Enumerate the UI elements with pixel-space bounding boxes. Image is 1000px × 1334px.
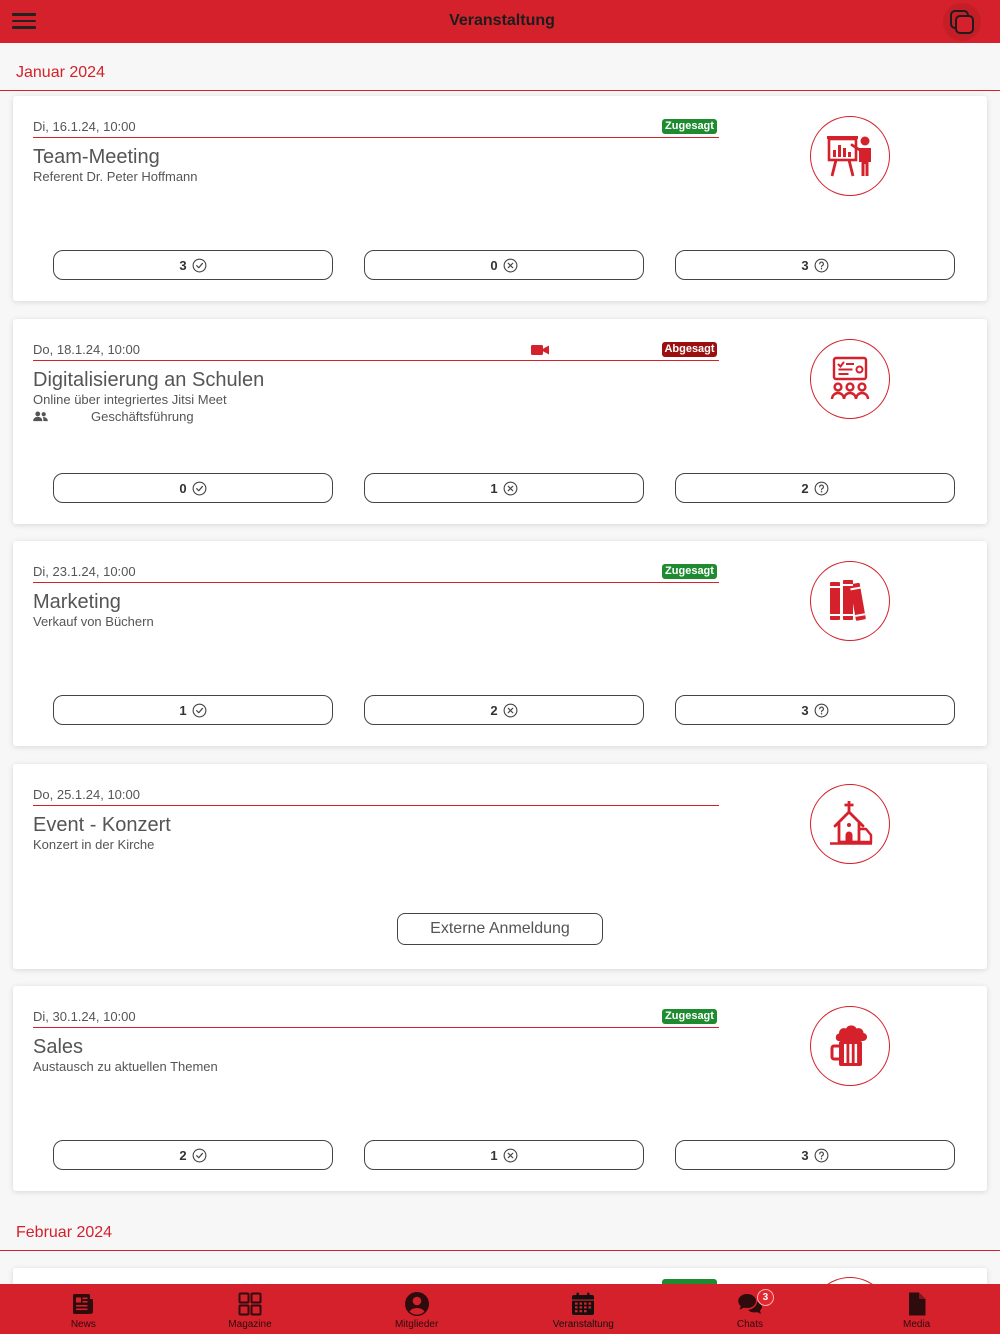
question-circle-icon	[814, 481, 829, 496]
nav-item-news[interactable]	[0, 1284, 167, 1334]
event-date: Di, 30.1.24, 10:00	[33, 1009, 136, 1024]
event-subtitle: Referent Dr. Peter Hoffmann	[33, 169, 198, 184]
nav-label: Media	[902, 1319, 931, 1330]
x-circle-icon	[503, 258, 518, 273]
group-icon	[33, 411, 48, 422]
event-subtitle: Online über integriertes Jitsi Meet	[33, 392, 227, 407]
event-category-badge	[810, 116, 890, 196]
event-date: Do, 25.1.24, 10:00	[33, 787, 140, 802]
status-badge: Zugesagt	[662, 1009, 717, 1024]
declined-count-button[interactable]	[364, 473, 644, 503]
undecided-count-button[interactable]	[675, 1140, 955, 1170]
external-registration-button[interactable]: Externe Anmeldung	[397, 913, 603, 945]
event-title: Team-Meeting	[33, 146, 160, 168]
nav-label: Magazine	[228, 1319, 272, 1330]
date-divider	[33, 1027, 719, 1028]
date-divider	[33, 805, 719, 806]
grid-icon	[237, 1291, 263, 1317]
accepted-count-button[interactable]	[53, 695, 333, 725]
x-circle-icon	[503, 481, 518, 496]
declined-count: 1	[490, 480, 498, 496]
nav-label: Chats	[736, 1319, 764, 1330]
document-icon	[904, 1291, 930, 1317]
status-badge: Zugesagt	[662, 564, 717, 579]
month-divider	[0, 90, 1000, 91]
undecided-count-button[interactable]	[675, 473, 955, 503]
accepted-count: 0	[179, 480, 187, 496]
video-camera-icon	[531, 344, 549, 356]
month-header: Januar 2024	[16, 64, 105, 81]
nav-label: Veranstaltung	[552, 1319, 614, 1330]
nav-label: Mitglieder	[394, 1319, 439, 1330]
classroom-icon	[825, 354, 875, 404]
presentation-icon	[825, 131, 875, 181]
nav-label: News	[70, 1319, 96, 1330]
page-title: Veranstaltung	[449, 12, 555, 29]
undecided-count: 3	[801, 702, 809, 718]
declined-count: 0	[490, 257, 498, 273]
date-divider	[33, 582, 719, 583]
nav-item-magazine[interactable]	[167, 1284, 334, 1334]
books-icon	[825, 576, 875, 626]
bottom-navigation	[0, 1284, 1000, 1334]
declined-count: 2	[490, 702, 498, 718]
event-category-badge	[810, 561, 890, 641]
undecided-count: 3	[801, 1147, 809, 1163]
event-title: Event - Konzert	[33, 814, 171, 836]
declined-count-button[interactable]	[364, 695, 644, 725]
event-card[interactable]	[13, 541, 987, 746]
event-title: Marketing	[33, 591, 121, 613]
check-circle-icon	[192, 1148, 207, 1163]
event-subtitle: Verkauf von Büchern	[33, 614, 154, 629]
event-date: Do, 18.1.24, 10:00	[33, 342, 140, 357]
status-badge: Abgesagt	[662, 342, 717, 357]
unread-chats-badge: 3	[757, 1289, 774, 1306]
question-circle-icon	[814, 1148, 829, 1163]
accepted-count: 3	[179, 257, 187, 273]
x-circle-icon	[503, 703, 518, 718]
check-circle-icon	[192, 481, 207, 496]
user-circle-icon	[404, 1291, 430, 1317]
declined-count-button[interactable]	[364, 250, 644, 280]
month-divider	[0, 1250, 1000, 1251]
nav-item-members[interactable]	[333, 1284, 500, 1334]
question-circle-icon	[814, 703, 829, 718]
undecided-count-button[interactable]	[675, 695, 955, 725]
undecided-count-button[interactable]	[675, 250, 955, 280]
church-icon	[825, 799, 875, 849]
question-circle-icon	[814, 258, 829, 273]
event-card[interactable]	[13, 319, 987, 524]
event-category-badge	[810, 784, 890, 864]
event-date: Di, 16.1.24, 10:00	[33, 119, 136, 134]
event-subtitle: Konzert in der Kirche	[33, 837, 155, 852]
check-circle-icon	[192, 258, 207, 273]
declined-count: 1	[490, 1147, 498, 1163]
event-card[interactable]	[13, 986, 987, 1191]
month-header: Februar 2024	[16, 1224, 113, 1241]
accepted-count-button[interactable]	[53, 250, 333, 280]
nav-item-chats[interactable]	[667, 1284, 834, 1334]
switch-windows-button[interactable]	[943, 3, 981, 41]
date-divider	[33, 137, 719, 138]
status-badge: Zugesagt	[662, 119, 717, 134]
undecided-count: 3	[801, 257, 809, 273]
check-circle-icon	[192, 703, 207, 718]
newspaper-icon	[70, 1291, 96, 1317]
x-circle-icon	[503, 1148, 518, 1163]
event-title: Sales	[33, 1036, 84, 1058]
event-date: Di, 23.1.24, 10:00	[33, 564, 136, 579]
nav-item-events[interactable]	[500, 1284, 667, 1334]
nav-item-media[interactable]	[833, 1284, 1000, 1334]
top-app-bar	[0, 0, 1000, 43]
accepted-count-button[interactable]	[53, 1140, 333, 1170]
audience-row	[33, 409, 333, 425]
audience-label: Geschäftsführung	[91, 409, 194, 424]
switch-windows-icon	[949, 9, 975, 35]
accepted-count: 2	[179, 1147, 187, 1163]
event-subtitle: Austausch zu aktuellen Themen	[33, 1059, 218, 1074]
undecided-count: 2	[801, 480, 809, 496]
event-title: Digitalisierung an Schulen	[33, 369, 265, 391]
event-category-badge	[810, 339, 890, 419]
accepted-count-button[interactable]	[53, 473, 333, 503]
accepted-count: 1	[179, 702, 187, 718]
date-divider	[33, 360, 719, 361]
beer-mug-icon	[825, 1021, 875, 1071]
declined-count-button[interactable]	[364, 1140, 644, 1170]
event-card[interactable]	[13, 764, 987, 969]
event-category-badge	[810, 1006, 890, 1086]
calendar-icon	[570, 1291, 596, 1317]
event-card[interactable]	[13, 96, 987, 301]
